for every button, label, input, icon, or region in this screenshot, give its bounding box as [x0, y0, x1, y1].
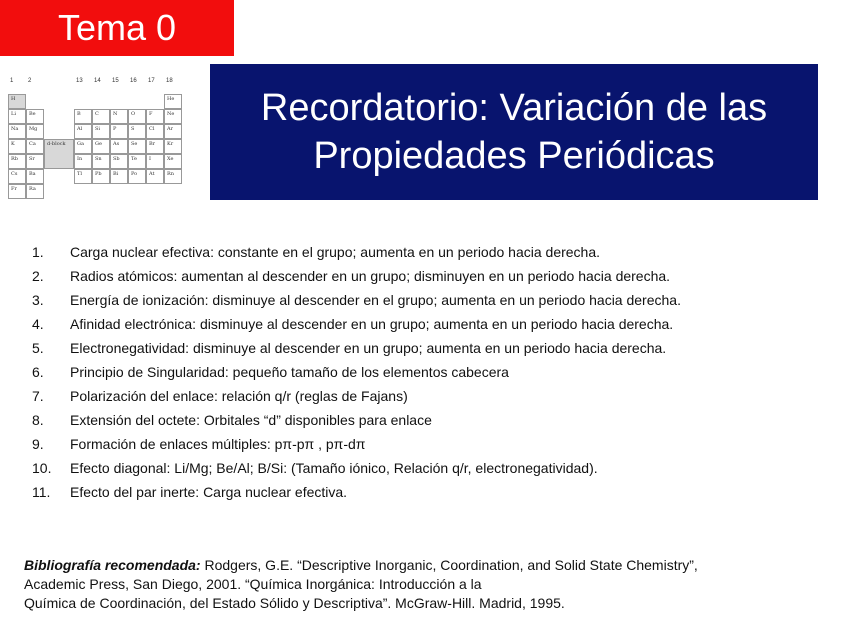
element-cell: Be: [26, 109, 44, 124]
element-cell: Fr: [8, 184, 26, 199]
element-cell: Rb: [8, 154, 26, 169]
group-number: 13: [76, 78, 83, 84]
item-number: 8.: [32, 412, 44, 428]
item-text: Energía de ionización: disminuye al descender en el grupo; aumenta en un periodo hacia derecha.: [70, 292, 681, 308]
element-cell: Bi: [110, 169, 128, 184]
element-cell: In: [74, 154, 92, 169]
slide-title-box: [210, 64, 818, 200]
element-cell: Br: [146, 139, 164, 154]
item-text: Afinidad electrónica: disminuye al descender en un grupo; aumenta en un periodo hacia derecha.: [70, 316, 674, 332]
item-number: 11.: [32, 484, 51, 500]
list-item: [32, 288, 812, 312]
element-cell: H: [8, 94, 26, 109]
element-cell: Rn: [164, 169, 182, 184]
element-cell: O: [128, 109, 146, 124]
element-cell: N: [110, 109, 128, 124]
element-cell: Ar: [164, 124, 182, 139]
element-cell: Ra: [26, 184, 44, 199]
element-cell: Sn: [92, 154, 110, 169]
list-item: [32, 240, 812, 264]
bibliography-line-2: Academic Press, San Diego, 2001. “Química Inorgánica: Introducción a la: [24, 576, 482, 592]
element-cell: K: [8, 139, 26, 154]
element-cell: B: [74, 109, 92, 124]
element-cell: Tl: [74, 169, 92, 184]
list-item: [32, 408, 812, 432]
item-text: Polarización del enlace: relación q/r (reglas de Fajans): [70, 388, 408, 404]
bibliography-line-3: Química de Coordinación, del Estado Sólido y Descriptiva”. McGraw-Hill. Madrid, 1995.: [24, 595, 565, 611]
list-item: [32, 432, 812, 456]
group-number: 18: [166, 78, 173, 84]
item-number: 2.: [32, 268, 44, 284]
element-cell: Al: [74, 124, 92, 139]
item-number: 7.: [32, 388, 44, 404]
element-cell: I: [146, 154, 164, 169]
element-cell: Cl: [146, 124, 164, 139]
group-number: 1: [10, 78, 14, 84]
element-cell: Li: [8, 109, 26, 124]
item-text: Electronegatividad: disminuye al descender en un grupo; aumenta en un periodo hacia derecha.: [70, 340, 667, 356]
bibliography-line-1: Rodgers, G.E. “Descriptive Inorganic, Coordination, and Solid State Chemistry”,: [200, 557, 698, 573]
item-text: Efecto diagonal: Li/Mg; Be/Al; B/Si: (Tamaño iónico, Relación q/r, electronegatividad).: [70, 460, 598, 476]
list-item: [32, 336, 812, 360]
properties-list: [32, 240, 812, 504]
element-cell: Te: [128, 154, 146, 169]
group-number: 16: [130, 78, 137, 84]
transition-metals-block: d-block: [44, 139, 74, 169]
element-cell: P: [110, 124, 128, 139]
element-cell: Ge: [92, 139, 110, 154]
item-number: 1.: [32, 244, 44, 260]
element-cell: Ne: [164, 109, 182, 124]
item-text: Formación de enlaces múltiples: pπ-pπ , pπ-dπ: [70, 436, 366, 452]
item-number: 10.: [32, 460, 52, 476]
item-text: Carga nuclear efectiva: constante en el grupo; aumenta en un periodo hacia derecha.: [70, 244, 601, 260]
list-item: [32, 384, 812, 408]
slide-title-line-2: Propiedades Periódicas: [313, 135, 715, 177]
item-text: Radios atómicos: aumentan al descender en un grupo; disminuyen en un periodo hacia derecha.: [70, 268, 671, 284]
group-number: 15: [112, 78, 119, 84]
group-number: 14: [94, 78, 101, 84]
bibliography: [24, 556, 824, 613]
element-cell: As: [110, 139, 128, 154]
item-text: Extensión del octete: Orbitales “d” disponibles para enlace: [70, 412, 432, 428]
list-item: [32, 480, 812, 504]
list-item: [32, 360, 812, 384]
element-cell: Na: [8, 124, 26, 139]
element-cell: S: [128, 124, 146, 139]
slide-title: [261, 84, 767, 180]
element-cell: F: [146, 109, 164, 124]
element-cell: Ca: [26, 139, 44, 154]
element-cell: Ga: [74, 139, 92, 154]
periodic-table-thumbnail: [8, 78, 188, 200]
item-text: Principio de Singularidad: pequeño tamaño de los elementos cabecera: [70, 364, 509, 380]
periodic-table-group-numbers: [8, 78, 188, 90]
list-item: [32, 264, 812, 288]
item-number: 9.: [32, 436, 44, 452]
element-cell: Sb: [110, 154, 128, 169]
item-number: 6.: [32, 364, 44, 380]
list-item: [32, 312, 812, 336]
list-item: [32, 456, 812, 480]
element-cell: Pb: [92, 169, 110, 184]
group-number: 2: [28, 78, 32, 84]
element-cell: Ba: [26, 169, 44, 184]
element-cell: Si: [92, 124, 110, 139]
group-number: 17: [148, 78, 155, 84]
element-cell: Se: [128, 139, 146, 154]
item-number: 3.: [32, 292, 44, 308]
element-cell: Po: [128, 169, 146, 184]
element-cell: At: [146, 169, 164, 184]
slide-title-line-1: Recordatorio: Variación de las: [260, 87, 768, 129]
element-cell: Sr: [26, 154, 44, 169]
element-cell: Cs: [8, 169, 26, 184]
item-text: Efecto del par inerte: Carga nuclear efectiva.: [70, 484, 348, 500]
element-cell: He: [164, 94, 182, 109]
element-cell: Xe: [164, 154, 182, 169]
bibliography-label: Bibliografía recomendada:: [24, 557, 201, 573]
element-cell: Kr: [164, 139, 182, 154]
topic-label: Tema 0: [57, 7, 177, 48]
element-cell: Mg: [26, 124, 44, 139]
item-number: 5.: [32, 340, 44, 356]
element-cell: C: [92, 109, 110, 124]
topic-badge: [0, 0, 234, 56]
item-number: 4.: [32, 316, 44, 332]
